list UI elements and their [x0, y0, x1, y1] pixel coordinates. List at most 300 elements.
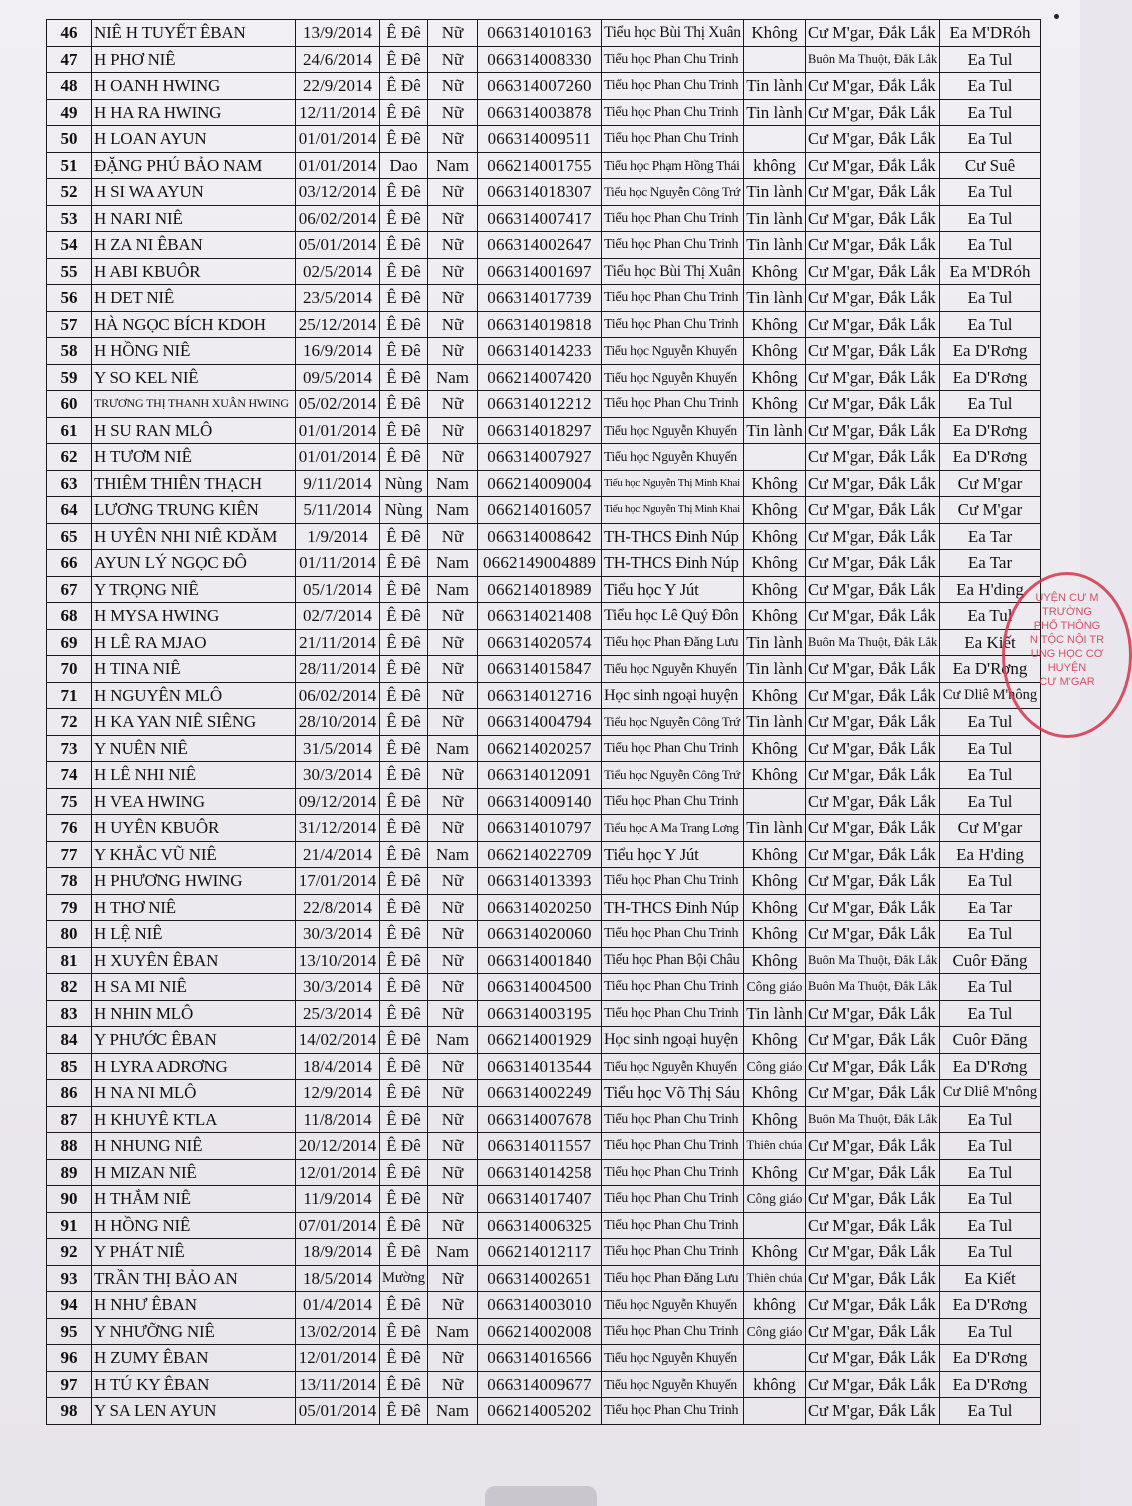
- table-row: [47, 656, 1041, 683]
- primary-school-cell: Học sinh ngoại huyện: [602, 1027, 744, 1054]
- primary-school-cell: Tiểu học Phan Chu Trinh: [602, 788, 744, 815]
- ethnicity-cell: Ê Đê: [380, 126, 428, 153]
- address-cell: Cư M'gar, Đắk Lắk: [806, 1212, 940, 1239]
- ethnicity-cell: Dao: [380, 152, 428, 179]
- table-row: [47, 974, 1041, 1001]
- row-number-cell: 92: [47, 1239, 92, 1266]
- row-number-cell: 52: [47, 179, 92, 206]
- address-cell: Cư M'gar, Đắk Lắk: [806, 523, 940, 550]
- gender-cell: Nữ: [428, 99, 478, 126]
- student-id-cell: 066314003878: [478, 99, 602, 126]
- row-number-cell: 67: [47, 576, 92, 603]
- row-number-cell: 60: [47, 391, 92, 418]
- row-number-cell: 57: [47, 311, 92, 338]
- row-number-cell: 56: [47, 285, 92, 312]
- table-row: [47, 1398, 1041, 1425]
- table-row: [47, 603, 1041, 630]
- table-row: [47, 338, 1041, 365]
- student-name-cell: ĐẶNG PHÚ BẢO NAM: [92, 152, 296, 179]
- religion-cell: [744, 788, 806, 815]
- address-cell: Cư M'gar, Đắk Lắk: [806, 470, 940, 497]
- ethnicity-cell: Ê Đê: [380, 709, 428, 736]
- commune-cell: Cư M'gar: [940, 470, 1041, 497]
- student-id-cell: 066214001929: [478, 1027, 602, 1054]
- student-name-cell: TRẦN THỊ BẢO AN: [92, 1265, 296, 1292]
- commune-cell: Ea Tul: [940, 1000, 1041, 1027]
- religion-cell: Không: [744, 391, 806, 418]
- commune-cell: Ea Tul: [940, 1106, 1041, 1133]
- primary-school-cell: Tiểu học Phan Chu Trinh: [602, 126, 744, 153]
- gender-cell: Nữ: [428, 894, 478, 921]
- primary-school-cell: Tiểu học Nguyễn Khuyến: [602, 1292, 744, 1319]
- gender-cell: Nam: [428, 364, 478, 391]
- gender-cell: Nữ: [428, 20, 478, 47]
- gender-cell: Nam: [428, 550, 478, 577]
- table-row: [47, 73, 1041, 100]
- student-id-cell: 066214005202: [478, 1398, 602, 1425]
- address-cell: Buôn Ma Thuột, Đắk Lắk: [806, 1106, 940, 1133]
- row-number-cell: 90: [47, 1186, 92, 1213]
- student-id-cell: 066314018297: [478, 417, 602, 444]
- commune-cell: Ea D'Rơng: [940, 338, 1041, 365]
- primary-school-cell: Tiểu học Nguyễn Khuyến: [602, 1053, 744, 1080]
- student-name-cell: Y NUÊN NIÊ: [92, 735, 296, 762]
- student-id-cell: 066214007420: [478, 364, 602, 391]
- birth-date-cell: 31/5/2014: [296, 735, 380, 762]
- gender-cell: Nam: [428, 576, 478, 603]
- address-cell: Cư M'gar, Đắk Lắk: [806, 656, 940, 683]
- table-row: [47, 1239, 1041, 1266]
- row-number-cell: 97: [47, 1371, 92, 1398]
- religion-cell: không: [744, 152, 806, 179]
- table-row: [47, 1318, 1041, 1345]
- commune-cell: Ea H'ding: [940, 576, 1041, 603]
- ethnicity-cell: Ê Đê: [380, 841, 428, 868]
- ethnicity-cell: Ê Đê: [380, 311, 428, 338]
- student-name-cell: H UYÊN KBUÔR: [92, 815, 296, 842]
- student-id-cell: 066314003195: [478, 1000, 602, 1027]
- ethnicity-cell: Ê Đê: [380, 1053, 428, 1080]
- table-row: [47, 126, 1041, 153]
- birth-date-cell: 18/9/2014: [296, 1239, 380, 1266]
- ethnicity-cell: Ê Đê: [380, 73, 428, 100]
- student-name-cell: H LÊ NHI NIÊ: [92, 762, 296, 789]
- ethnicity-cell: Ê Đê: [380, 205, 428, 232]
- student-name-cell: H ABI KBUÔR: [92, 258, 296, 285]
- birth-date-cell: 09/5/2014: [296, 364, 380, 391]
- row-number-cell: 75: [47, 788, 92, 815]
- student-id-cell: 066314012716: [478, 682, 602, 709]
- gender-cell: Nữ: [428, 338, 478, 365]
- student-id-cell: 066314008642: [478, 523, 602, 550]
- table-row: [47, 1212, 1041, 1239]
- address-cell: Cư M'gar, Đắk Lắk: [806, 921, 940, 948]
- primary-school-cell: Tiểu học Phan Chu Trinh: [602, 1133, 744, 1160]
- table-row: [47, 682, 1041, 709]
- gender-cell: Nữ: [428, 656, 478, 683]
- religion-cell: Không: [744, 497, 806, 524]
- table-row: [47, 205, 1041, 232]
- table-row: [47, 841, 1041, 868]
- table-row: [47, 709, 1041, 736]
- commune-cell: Ea Tul: [940, 99, 1041, 126]
- birth-date-cell: 25/3/2014: [296, 1000, 380, 1027]
- religion-cell: Không: [744, 1106, 806, 1133]
- student-id-cell: 066314018307: [478, 179, 602, 206]
- row-number-cell: 93: [47, 1265, 92, 1292]
- student-id-cell: 066314007927: [478, 444, 602, 471]
- primary-school-cell: Tiểu học Y Jút: [602, 576, 744, 603]
- commune-cell: Ea Tar: [940, 550, 1041, 577]
- religion-cell: Công giáo: [744, 974, 806, 1001]
- roster-body: [47, 20, 1041, 1425]
- table-row: [47, 894, 1041, 921]
- religion-cell: Không: [744, 338, 806, 365]
- student-id-cell: 066314003010: [478, 1292, 602, 1319]
- table-row: [47, 20, 1041, 47]
- student-id-cell: 066214018989: [478, 576, 602, 603]
- birth-date-cell: 13/10/2014: [296, 947, 380, 974]
- commune-cell: Ea Tul: [940, 709, 1041, 736]
- student-name-cell: TRƯƠNG THỊ THANH XUÂN HWING: [92, 391, 296, 418]
- gender-cell: Nữ: [428, 682, 478, 709]
- address-cell: Cư M'gar, Đắk Lắk: [806, 735, 940, 762]
- address-cell: Cư M'gar, Đắk Lắk: [806, 682, 940, 709]
- religion-cell: Tin lành: [744, 99, 806, 126]
- student-id-cell: 066314021408: [478, 603, 602, 630]
- religion-cell: Không: [744, 762, 806, 789]
- religion-cell: Tin lành: [744, 417, 806, 444]
- commune-cell: Ea Tul: [940, 1318, 1041, 1345]
- gender-cell: Nữ: [428, 179, 478, 206]
- student-id-cell: 066314013393: [478, 868, 602, 895]
- address-cell: Buôn Ma Thuột, Đắk Lắk: [806, 974, 940, 1001]
- primary-school-cell: Tiểu học Phan Chu Trinh: [602, 285, 744, 312]
- commune-cell: Cư Suê: [940, 152, 1041, 179]
- primary-school-cell: Tiểu học Phan Đăng Lưu: [602, 1265, 744, 1292]
- table-row: [47, 788, 1041, 815]
- row-number-cell: 48: [47, 73, 92, 100]
- address-cell: Cư M'gar, Đắk Lắk: [806, 338, 940, 365]
- gender-cell: Nữ: [428, 126, 478, 153]
- row-number-cell: 77: [47, 841, 92, 868]
- stamp-text-line: UYỆN CƯ M: [1035, 592, 1099, 604]
- row-number-cell: 86: [47, 1080, 92, 1107]
- birth-date-cell: 20/12/2014: [296, 1133, 380, 1160]
- row-number-cell: 95: [47, 1318, 92, 1345]
- religion-cell: không: [744, 1371, 806, 1398]
- primary-school-cell: Tiểu học Nguyễn Công Trứ: [602, 709, 744, 736]
- student-name-cell: H PHƯƠNG HWING: [92, 868, 296, 895]
- religion-cell: Không: [744, 841, 806, 868]
- birth-date-cell: 13/11/2014: [296, 1371, 380, 1398]
- ethnicity-cell: Ê Đê: [380, 1106, 428, 1133]
- table-row: [47, 523, 1041, 550]
- primary-school-cell: Tiểu học Phan Chu Trinh: [602, 1398, 744, 1425]
- religion-cell: Tin lành: [744, 815, 806, 842]
- gender-cell: Nữ: [428, 1133, 478, 1160]
- table-row: [47, 232, 1041, 259]
- ethnicity-cell: Ê Đê: [380, 1133, 428, 1160]
- birth-date-cell: 30/3/2014: [296, 762, 380, 789]
- table-row: [47, 285, 1041, 312]
- primary-school-cell: Tiểu học Nguyễn Khuyến: [602, 656, 744, 683]
- ethnicity-cell: Ê Đê: [380, 364, 428, 391]
- table-row: [47, 311, 1041, 338]
- commune-cell: Ea Tul: [940, 603, 1041, 630]
- student-id-cell: 066214002008: [478, 1318, 602, 1345]
- student-name-cell: H SI WA AYUN: [92, 179, 296, 206]
- ethnicity-cell: Ê Đê: [380, 1371, 428, 1398]
- religion-cell: Không: [744, 947, 806, 974]
- religion-cell: Tin lành: [744, 1000, 806, 1027]
- table-row: [47, 550, 1041, 577]
- address-cell: Buôn Ma Thuột, Đắk Lắk: [806, 947, 940, 974]
- primary-school-cell: Tiểu học Phan Chu Trinh: [602, 391, 744, 418]
- school-seal-stamp: [1002, 572, 1132, 738]
- address-cell: Cư M'gar, Đắk Lắk: [806, 205, 940, 232]
- religion-cell: Không: [744, 364, 806, 391]
- student-name-cell: HÀ NGỌC BÍCH KDOH: [92, 311, 296, 338]
- religion-cell: Công giáo: [744, 1318, 806, 1345]
- commune-cell: Ea Tul: [940, 868, 1041, 895]
- birth-date-cell: 21/4/2014: [296, 841, 380, 868]
- row-number-cell: 69: [47, 629, 92, 656]
- gender-cell: Nữ: [428, 391, 478, 418]
- primary-school-cell: Tiểu học Nguyễn Khuyến: [602, 417, 744, 444]
- gender-cell: Nữ: [428, 868, 478, 895]
- ethnicity-cell: Ê Đê: [380, 921, 428, 948]
- student-id-cell: 066314007417: [478, 205, 602, 232]
- birth-date-cell: 5/11/2014: [296, 497, 380, 524]
- ethnicity-cell: Ê Đê: [380, 1239, 428, 1266]
- table-row: [47, 1106, 1041, 1133]
- student-id-cell: 066314002249: [478, 1080, 602, 1107]
- primary-school-cell: Tiểu học Phan Chu Trinh: [602, 232, 744, 259]
- religion-cell: Thiên chúa: [744, 1265, 806, 1292]
- row-number-cell: 96: [47, 1345, 92, 1372]
- commune-cell: Ea Tul: [940, 126, 1041, 153]
- student-id-cell: 066214020257: [478, 735, 602, 762]
- commune-cell: Ea Tul: [940, 974, 1041, 1001]
- commune-cell: Cư M'gar: [940, 497, 1041, 524]
- ethnicity-cell: Ê Đê: [380, 1159, 428, 1186]
- gender-cell: Nữ: [428, 709, 478, 736]
- student-name-cell: H NARI NIÊ: [92, 205, 296, 232]
- student-name-cell: Y PHƯỚC ÊBAN: [92, 1027, 296, 1054]
- commune-cell: Ea M'DRóh: [940, 20, 1041, 47]
- student-id-cell: 066314017739: [478, 285, 602, 312]
- student-id-cell: 066314002651: [478, 1265, 602, 1292]
- row-number-cell: 98: [47, 1398, 92, 1425]
- table-row: [47, 1027, 1041, 1054]
- student-id-cell: 066314009511: [478, 126, 602, 153]
- ethnicity-cell: Ê Đê: [380, 523, 428, 550]
- birth-date-cell: 13/02/2014: [296, 1318, 380, 1345]
- birth-date-cell: 01/4/2014: [296, 1292, 380, 1319]
- address-cell: Cư M'gar, Đắk Lắk: [806, 576, 940, 603]
- commune-cell: Ea D'Rơng: [940, 444, 1041, 471]
- gender-cell: Nữ: [428, 311, 478, 338]
- student-name-cell: Y SA LEN AYUN: [92, 1398, 296, 1425]
- birth-date-cell: 11/9/2014: [296, 1186, 380, 1213]
- table-row: [47, 1265, 1041, 1292]
- commune-cell: Ea Tul: [940, 1212, 1041, 1239]
- gender-cell: Nữ: [428, 1080, 478, 1107]
- ethnicity-cell: Ê Đê: [380, 1186, 428, 1213]
- table-row: [47, 1133, 1041, 1160]
- student-id-cell: 066314020574: [478, 629, 602, 656]
- primary-school-cell: Tiểu học Phan Chu Trinh: [602, 73, 744, 100]
- table-row: [47, 576, 1041, 603]
- religion-cell: Công giáo: [744, 1186, 806, 1213]
- gender-cell: Nữ: [428, 285, 478, 312]
- religion-cell: Không: [744, 1159, 806, 1186]
- table-row: [47, 152, 1041, 179]
- row-number-cell: 64: [47, 497, 92, 524]
- gender-cell: Nữ: [428, 73, 478, 100]
- row-number-cell: 85: [47, 1053, 92, 1080]
- primary-school-cell: Tiểu học Nguyễn Thị Minh Khai: [602, 497, 744, 524]
- address-cell: Cư M'gar, Đắk Lắk: [806, 762, 940, 789]
- birth-date-cell: 9/11/2014: [296, 470, 380, 497]
- birth-date-cell: 18/5/2014: [296, 1265, 380, 1292]
- student-name-cell: H UYÊN NHI NIÊ KDĂM: [92, 523, 296, 550]
- student-roster-table: [46, 19, 1041, 1425]
- row-number-cell: 47: [47, 46, 92, 73]
- address-cell: Cư M'gar, Đắk Lắk: [806, 1080, 940, 1107]
- row-number-cell: 72: [47, 709, 92, 736]
- commune-cell: Ea Tul: [940, 762, 1041, 789]
- address-cell: Cư M'gar, Đắk Lắk: [806, 152, 940, 179]
- row-number-cell: 87: [47, 1106, 92, 1133]
- address-cell: Cư M'gar, Đắk Lắk: [806, 497, 940, 524]
- religion-cell: Không: [744, 470, 806, 497]
- row-number-cell: 83: [47, 1000, 92, 1027]
- student-name-cell: H PHƠ NIÊ: [92, 46, 296, 73]
- student-id-cell: 066214009004: [478, 470, 602, 497]
- commune-cell: Ea D'Rơng: [940, 364, 1041, 391]
- primary-school-cell: Tiểu học A Ma Trang Lơng: [602, 815, 744, 842]
- commune-cell: Ea Tul: [940, 232, 1041, 259]
- ethnicity-cell: Ê Đê: [380, 46, 428, 73]
- primary-school-cell: Tiểu học Phan Chu Trinh: [602, 1186, 744, 1213]
- gender-cell: Nữ: [428, 46, 478, 73]
- commune-cell: Ea Tul: [940, 1398, 1041, 1425]
- student-id-cell: 066314001697: [478, 258, 602, 285]
- row-number-cell: 62: [47, 444, 92, 471]
- primary-school-cell: Tiểu học Phan Chu Trinh: [602, 311, 744, 338]
- address-cell: Cư M'gar, Đắk Lắk: [806, 20, 940, 47]
- primary-school-cell: Tiểu học Phan Đăng Lưu: [602, 629, 744, 656]
- table-row: [47, 497, 1041, 524]
- table-row: [47, 179, 1041, 206]
- commune-cell: Cư Dliê M'nông: [940, 1080, 1041, 1107]
- student-name-cell: H SU RAN MLÔ: [92, 417, 296, 444]
- birth-date-cell: 31/12/2014: [296, 815, 380, 842]
- gender-cell: Nữ: [428, 205, 478, 232]
- religion-cell: Tin lành: [744, 73, 806, 100]
- ethnicity-cell: Ê Đê: [380, 762, 428, 789]
- student-name-cell: H XUYÊN ÊBAN: [92, 947, 296, 974]
- row-number-cell: 53: [47, 205, 92, 232]
- ethnicity-cell: Ê Đê: [380, 576, 428, 603]
- commune-cell: Ea Tul: [940, 46, 1041, 73]
- stamp-text-line: N TỘC NỘI TR: [1029, 634, 1105, 646]
- birth-date-cell: 28/10/2014: [296, 709, 380, 736]
- table-row: [47, 947, 1041, 974]
- gender-cell: Nam: [428, 735, 478, 762]
- student-name-cell: H NHUNG NIÊ: [92, 1133, 296, 1160]
- address-cell: Cư M'gar, Đắk Lắk: [806, 417, 940, 444]
- primary-school-cell: Tiểu học Lê Quý Đôn: [602, 603, 744, 630]
- ethnicity-cell: Ê Đê: [380, 338, 428, 365]
- student-id-cell: 066314006325: [478, 1212, 602, 1239]
- row-number-cell: 89: [47, 1159, 92, 1186]
- stamp-text-line: UNG HỌC CƠ: [1030, 648, 1104, 660]
- commune-cell: Ea D'Rơng: [940, 1053, 1041, 1080]
- ethnicity-cell: Ê Đê: [380, 1345, 428, 1372]
- student-name-cell: H LOAN AYUN: [92, 126, 296, 153]
- commune-cell: Ea Tul: [940, 1159, 1041, 1186]
- row-number-cell: 50: [47, 126, 92, 153]
- gender-cell: Nam: [428, 1027, 478, 1054]
- primary-school-cell: Tiểu học Võ Thị Sáu: [602, 1080, 744, 1107]
- commune-cell: Ea Tul: [940, 391, 1041, 418]
- commune-cell: Ea Tul: [940, 735, 1041, 762]
- birth-date-cell: 06/02/2014: [296, 682, 380, 709]
- student-id-cell: 066314004500: [478, 974, 602, 1001]
- commune-cell: Ea Tar: [940, 894, 1041, 921]
- primary-school-cell: Tiểu học Bùi Thị Xuân: [602, 258, 744, 285]
- commune-cell: Ea D'Rơng: [940, 417, 1041, 444]
- gender-cell: Nữ: [428, 1212, 478, 1239]
- commune-cell: Ea D'Rơng: [940, 1345, 1041, 1372]
- primary-school-cell: Tiểu học Nguyễn Khuyến: [602, 1345, 744, 1372]
- birth-date-cell: 12/01/2014: [296, 1345, 380, 1372]
- student-name-cell: H NHƯ ÊBAN: [92, 1292, 296, 1319]
- student-name-cell: AYUN LÝ NGỌC ĐÔ: [92, 550, 296, 577]
- commune-cell: Ea Kiết: [940, 1265, 1041, 1292]
- student-id-cell: 066314019818: [478, 311, 602, 338]
- ethnicity-cell: Ê Đê: [380, 444, 428, 471]
- ethnicity-cell: Ê Đê: [380, 682, 428, 709]
- birth-date-cell: 30/3/2014: [296, 921, 380, 948]
- birth-date-cell: 12/01/2014: [296, 1159, 380, 1186]
- student-id-cell: 066214016057: [478, 497, 602, 524]
- primary-school-cell: Tiểu học Nguyễn Khuyến: [602, 338, 744, 365]
- student-name-cell: H NGUYÊN MLÔ: [92, 682, 296, 709]
- religion-cell: [744, 1398, 806, 1425]
- address-cell: Cư M'gar, Đắk Lắk: [806, 1000, 940, 1027]
- row-number-cell: 46: [47, 20, 92, 47]
- ethnicity-cell: Ê Đê: [380, 417, 428, 444]
- address-cell: Cư M'gar, Đắk Lắk: [806, 232, 940, 259]
- gender-cell: Nữ: [428, 417, 478, 444]
- table-row: [47, 762, 1041, 789]
- address-cell: Buôn Ma Thuột, Đắk Lắk: [806, 46, 940, 73]
- religion-cell: Tin lành: [744, 205, 806, 232]
- stamp-text-line: CƯ M'GAR: [1039, 676, 1095, 688]
- birth-date-cell: 30/3/2014: [296, 974, 380, 1001]
- religion-cell: Không: [744, 868, 806, 895]
- gender-cell: Nữ: [428, 947, 478, 974]
- gender-cell: Nữ: [428, 258, 478, 285]
- student-id-cell: 066314015847: [478, 656, 602, 683]
- student-name-cell: Y KHẮC VŨ NIÊ: [92, 841, 296, 868]
- table-row: [47, 735, 1041, 762]
- address-cell: Cư M'gar, Đắk Lắk: [806, 841, 940, 868]
